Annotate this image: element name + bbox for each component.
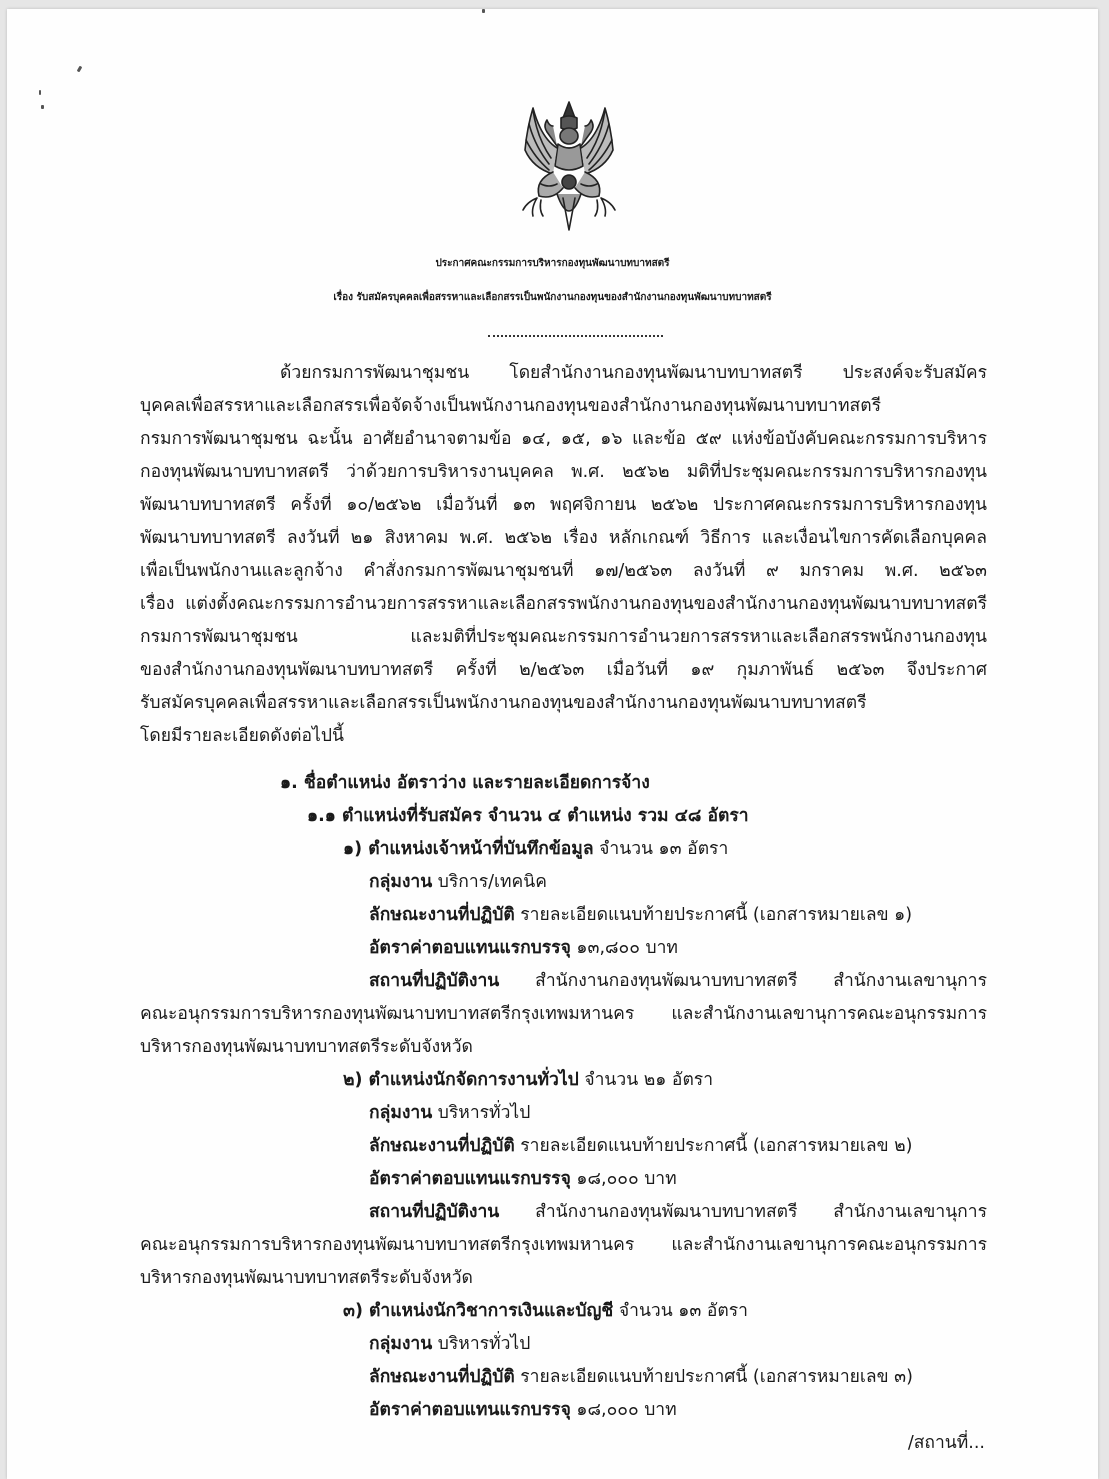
intro-line: กองทุนพัฒนาบทบาทสตรี ว่าด้วยการบริหารงานบุคคล พ.ศ. ๒๕๖๒ มติที่ประชุมคณะกรรมการบริหารกองทุน: [140, 462, 987, 482]
work-group-label: กลุ่มงาน: [369, 872, 433, 892]
scan-speck: [39, 90, 41, 95]
scan-speck: [77, 66, 83, 73]
work-group: [369, 1101, 530, 1125]
pay-label: อัตราค่าตอบแทนแรกบรรจุ: [369, 938, 571, 958]
intro-line: เรื่อง แต่งตั้งคณะกรรมการอำนวยการสรรหาและเลือกสรรพนักงานกองทุนของสำนักงานกองทุนพัฒนาบทบาทสตรี: [140, 594, 987, 614]
work-group: [369, 1332, 530, 1356]
starting-pay: [369, 1167, 677, 1191]
workplace: [369, 969, 987, 993]
intro-line: โดยมีรายละเอียดดังต่อไปนี้: [140, 726, 344, 746]
duty-label: ลักษณะงานที่ปฏิบัติ: [369, 1367, 515, 1387]
announcement-title: ประกาศคณะกรรมการบริหารกองทุนพัฒนาบทบาทสตรี: [435, 258, 670, 269]
intro-line: ของสำนักงานกองทุนพัฒนาบทบาทสตรี ครั้งที่ ๒/๒๕๖๓ เมื่อวันที่ ๑๙ กุมภาพันธ์ ๒๕๖๓ จึงประกาศ: [140, 660, 987, 680]
scan-speck: [41, 105, 44, 109]
position-count: จำนวน ๑๓ อัตรา: [599, 839, 729, 859]
scan-speck: [482, 9, 485, 13]
continuation-marker: /สถานที่...: [907, 1433, 985, 1453]
position-name: ๓) ตำแหน่งนักวิชาการเงินและบัญชี: [343, 1301, 614, 1321]
intro-line: กรมการพัฒนาชุมชน และมติที่ประชุมคณะกรรมการอำนวยการสรรหาและเลือกสรรพนักงานกองทุน: [140, 627, 987, 647]
pay-value: ๑๘,๐๐๐ บาท: [576, 1400, 677, 1420]
duty-value: รายละเอียดแนบท้ายประกาศนี้ (เอกสารหมายเลข ๒): [520, 1136, 913, 1156]
section-1-heading: ๑. ชื่อตำแหน่ง อัตราว่าง และรายละเอียดการจ้าง: [280, 773, 650, 793]
workplace-value: สำนักงานกองทุนพัฒนาบทบาทสตรี สำนักงานเลขานุการ: [535, 971, 987, 991]
workplace-line: คณะอนุกรรมการบริหารกองทุนพัฒนาบทบาทสตรีกรุงเทพมหานคร และสำนักงานเลขานุการคณะอนุกรรมการ: [140, 1004, 987, 1024]
duty-label: ลักษณะงานที่ปฏิบัติ: [369, 1136, 515, 1156]
duty: [369, 903, 912, 927]
work-group-value: บริหารทั่วไป: [437, 1103, 531, 1123]
intro-line: พัฒนาบทบาทสตรี ครั้งที่ ๑๐/๒๕๖๒ เมื่อวันที่ ๑๓ พฤศจิกายน ๒๕๖๒ ประกาศคณะกรรมการบริหารกองทุน: [140, 495, 987, 515]
duty-label: ลักษณะงานที่ปฏิบัติ: [369, 905, 515, 925]
position-title: [343, 837, 728, 861]
announcement-subject: เรื่อง รับสมัครบุคคลเพื่อสรรหาและเลือกสรรเป็นพนักงานกองทุนของสำนักงานกองทุนพัฒนาบทบาทสตรี: [333, 292, 772, 303]
position-count: จำนวน ๒๑ อัตรา: [584, 1070, 714, 1090]
position-count: จำนวน ๑๓ อัตรา: [618, 1301, 748, 1321]
pay-label: อัตราค่าตอบแทนแรกบรรจุ: [369, 1169, 571, 1189]
work-group-label: กลุ่มงาน: [369, 1103, 433, 1123]
intro-line: บุคคลเพื่อสรรหาและเลือกสรรเพื่อจัดจ้างเป็นพนักงานกองทุนของสำนักงานกองทุนพัฒนาบทบาทสตรี: [140, 396, 881, 416]
pay-label: อัตราค่าตอบแทนแรกบรรจุ: [369, 1400, 571, 1420]
workplace-label: สถานที่ปฏิบัติงาน: [369, 971, 500, 991]
garuda-emblem-icon: [513, 88, 625, 240]
work-group-value: บริการ/เทคนิค: [437, 872, 547, 892]
intro-line: ด้วยกรมการพัฒนาชุมชน โดยสำนักงานกองทุนพัฒนาบทบาทสตรี ประสงค์จะรับสมัคร: [280, 363, 987, 383]
workplace-line: บริหารกองทุนพัฒนาบทบาทสตรีระดับจังหวัด: [140, 1268, 473, 1288]
pay-value: ๑๘,๐๐๐ บาท: [576, 1169, 677, 1189]
position-title: [343, 1068, 713, 1092]
pay-value: ๑๓,๘๐๐ บาท: [576, 938, 678, 958]
duty: [369, 1134, 913, 1158]
intro-line: พัฒนาบทบาทสตรี ลงวันที่ ๒๑ สิงหาคม พ.ศ. ๒๕๖๒ เรื่อง หลักเกณฑ์ วิธีการ และเงื่อนไขการคัดเลือกบุคคล: [140, 528, 987, 548]
intro-line: รับสมัครบุคคลเพื่อสรรหาและเลือกสรรเป็นพนักงานกองทุนของสำนักงานกองทุนพัฒนาบทบาทสตรี: [140, 693, 867, 713]
intro-line: เพื่อเป็นพนักงานและลูกจ้าง คำสั่งกรมการพัฒนาชุมชนที่ ๑๗/๒๕๖๓ ลงวันที่ ๙ มกราคม พ.ศ. ๒๕๖๓: [140, 561, 987, 581]
workplace-value: สำนักงานกองทุนพัฒนาบทบาทสตรี สำนักงานเลขานุการ: [535, 1202, 987, 1222]
starting-pay: [369, 1398, 677, 1422]
document-page: [7, 9, 1098, 1479]
starting-pay: [369, 936, 678, 960]
duty: [369, 1365, 913, 1389]
workplace-label: สถานที่ปฏิบัติงาน: [369, 1202, 500, 1222]
position-name: ๒) ตำแหน่งนักจัดการงานทั่วไป: [343, 1070, 579, 1090]
intro-line: กรมการพัฒนาชุมชน ฉะนั้น อาศัยอำนาจตามข้อ ๑๔, ๑๕, ๑๖ และข้อ ๕๙ แห่งข้อบังคับคณะกรรมการบริหาร: [140, 429, 987, 449]
separator-dots: [488, 331, 663, 337]
work-group-value: บริหารทั่วไป: [437, 1334, 531, 1354]
workplace: [369, 1200, 987, 1224]
workplace-line: คณะอนุกรรมการบริหารกองทุนพัฒนาบทบาทสตรีกรุงเทพมหานคร และสำนักงานเลขานุการคณะอนุกรรมการ: [140, 1235, 987, 1255]
duty-value: รายละเอียดแนบท้ายประกาศนี้ (เอกสารหมายเลข ๑): [520, 905, 913, 925]
workplace-line: บริหารกองทุนพัฒนาบทบาทสตรีระดับจังหวัด: [140, 1037, 473, 1057]
section-1-1-heading: ๑.๑ ตำแหน่งที่รับสมัคร จำนวน ๔ ตำแหน่ง รวม ๔๘ อัตรา: [307, 806, 749, 826]
duty-value: รายละเอียดแนบท้ายประกาศนี้ (เอกสารหมายเลข ๓): [520, 1367, 913, 1387]
work-group-label: กลุ่มงาน: [369, 1334, 433, 1354]
work-group: [369, 870, 547, 894]
position-title: [343, 1299, 748, 1323]
position-name: ๑) ตำแหน่งเจ้าหน้าที่บันทึกข้อมูล: [343, 839, 594, 859]
